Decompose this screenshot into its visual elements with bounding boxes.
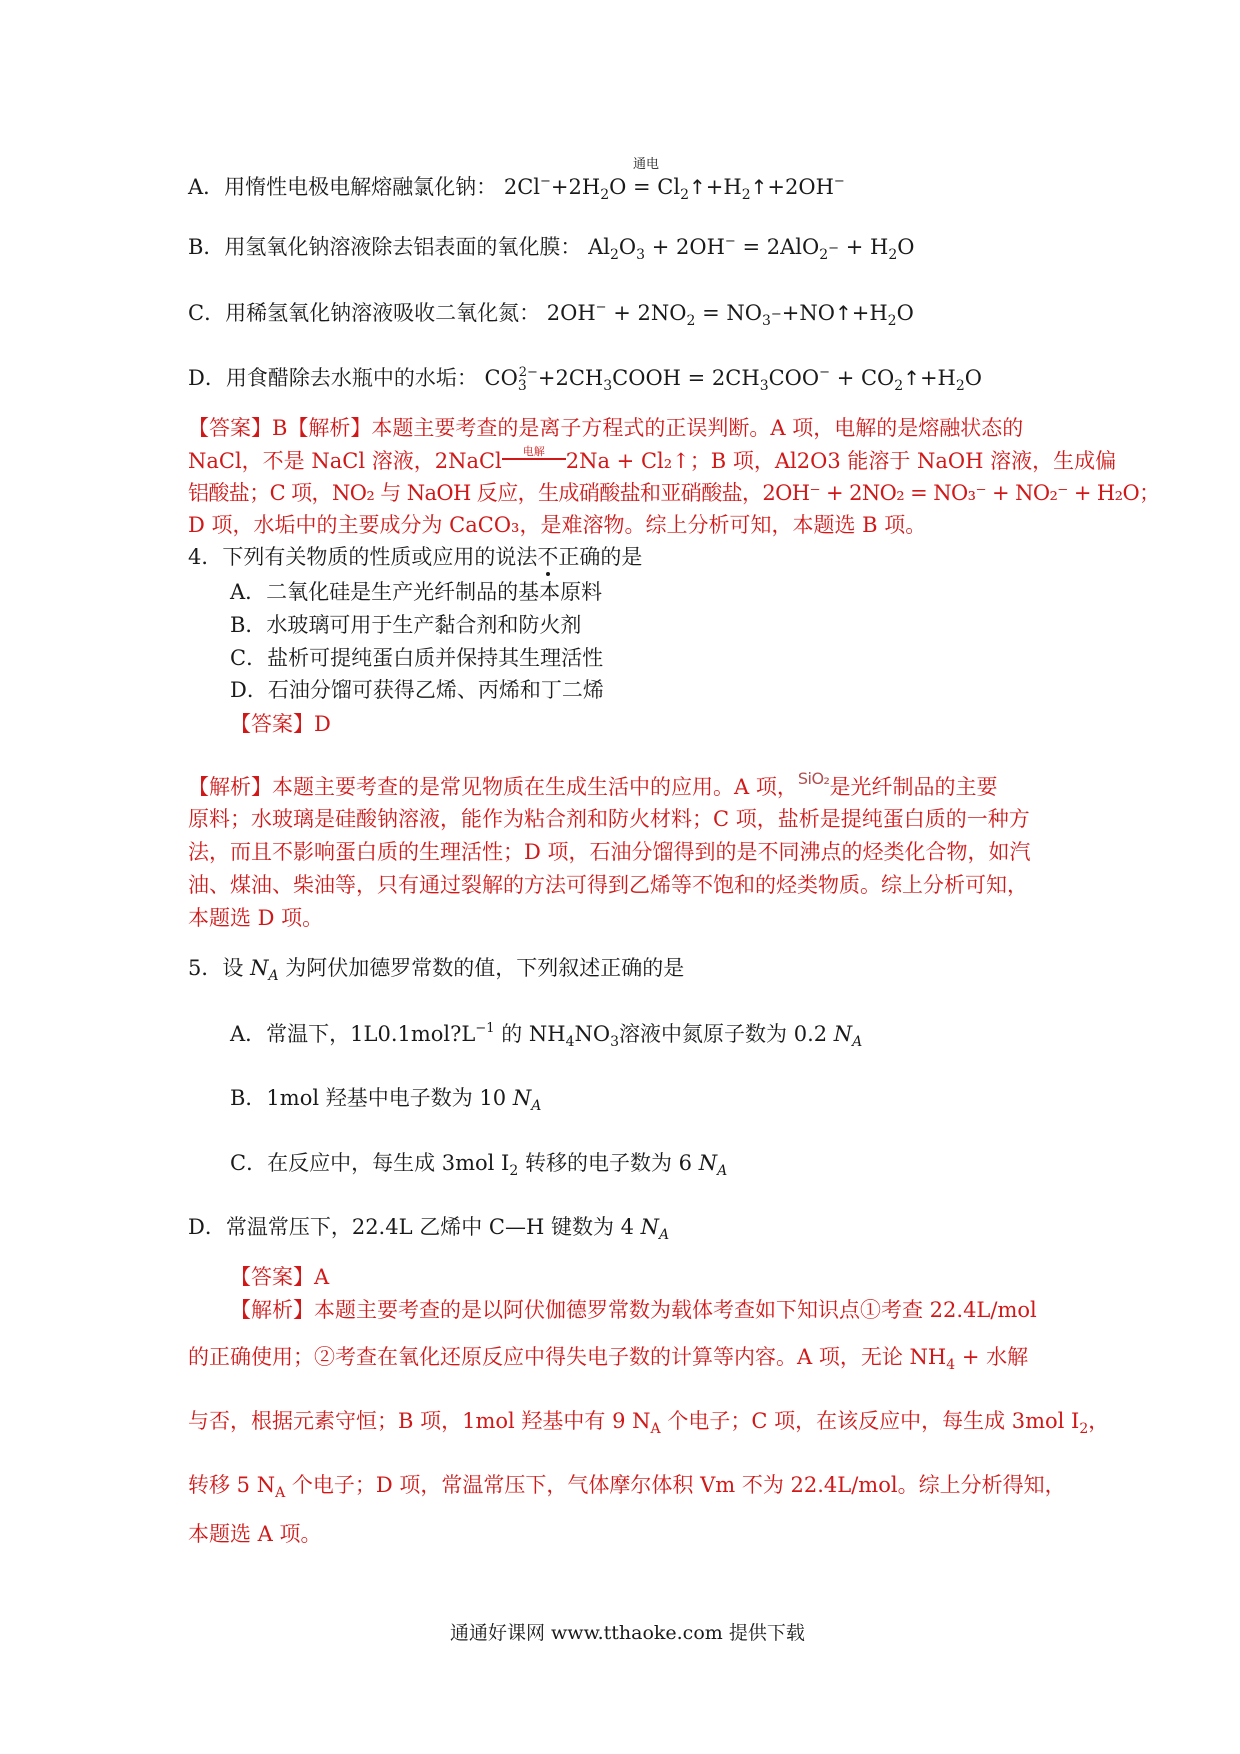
electrolysis-equals: 通电 = [633, 157, 660, 199]
q3-answer-line-1: 【答案】B【解析】本题主要考查的是离子方程式的正误判断。A 项，电解的是熔融状态的 [188, 416, 1024, 440]
electrolysis-arrow: 电解 [502, 446, 566, 476]
sio2-formula-image: SiO₂ [797, 769, 830, 788]
q5-stem: 5．设 $N_A$ 为阿伏加德罗常数的值，下列叙述正确的是 [188, 956, 685, 984]
q3-option-b: B．用氢氧化钠溶液除去铝表面的氧化膜： $Al_2O_3 + 2OH^- = 2AlO_2^- + H_2O$ [188, 234, 915, 263]
q5-explanation-5: 本题选 A 项。 [188, 1522, 322, 1546]
page-footer: 通通好课网 www.tthaoke.com 提供下载 [450, 1622, 805, 1644]
q3-option-a: A．用惰性电极电解熔融氯化钠： $2Cl^-+2H_2O$ 通电 = $Cl_2↑+H_2↑+2OH^-$ [188, 157, 845, 203]
q3-answer-line-2: NaCl，不是 NaCl 溶液，2NaCl 电解 2Na + Cl₂↑；B 项，Al2O3 能溶于 NaOH 溶液，生成偏 [188, 446, 1116, 476]
q5-option-d: D．常温常压下，22.4L 乙烯中 C—H 键数为 4 $N_A$ [188, 1215, 670, 1243]
q5-explanation-3: 与否，根据元素守恒；B 项，1mol 羟基中有 9 $N_A$ 个电子；C 项，在该反应中，每生成 3mol $I_2$， [188, 1409, 1110, 1437]
q5-explanation-1: 【解析】本题主要考查的是以阿伏伽德罗常数为载体考查如下知识点①考查 22.4L/mol [230, 1298, 1037, 1322]
q3-option-d: D．用食醋除去水瓶中的水垢： $CO_3^{2-}+2CH_3COOH = 2CH_3COO^-$ + $CO_2↑+H_2O$ [188, 365, 983, 394]
q4-option-a: A．二氧化硅是生产光纤制品的基本原料 [230, 580, 603, 604]
q4-explanation-1: 【解析】本题主要考查的是常见物质在生成生活中的应用。A 项，SiO₂是光纤制品的主要 [188, 764, 997, 802]
q3-answer-line-3: 铝酸盐；C 项，NO₂ 与 NaOH 反应，生成硝酸盐和亚硝酸盐，2OH⁻ + 2NO₂ = NO₃⁻ + NO₂⁻ + H₂O； [188, 481, 1160, 505]
q3-answer-line-4: D 项，水垢中的主要成分为 CaCO₃，是难溶物。综上分析可知，本题选 B 项。 [188, 513, 927, 537]
q4-explanation-2: 原料；水玻璃是硅酸钠溶液，能作为粘合剂和防火材料；C 项，盐析是提纯蛋白质的一种方 [188, 807, 1030, 831]
q5-option-a: A．常温下，$1L0.1mol?L^{-1}$ 的 $NH_4NO_3$溶液中氮原子数为 0.2 $N_A$ [230, 1021, 863, 1050]
q4-option-b: B．水玻璃可用于生产黏合剂和防火剂 [230, 613, 582, 637]
q5-explanation-2: 的正确使用；②考查在氧化还原反应中得失电子数的计算等内容。A 项，无论 $NH_4$ + 水解 [188, 1345, 1029, 1373]
q4-explanation-3: 法，而且不影响蛋白质的生理活性；D 项，石油分馏得到的是不同沸点的烃类化合物，如汽 [188, 840, 1031, 864]
q4-answer: 【答案】D [230, 712, 331, 736]
q4-stem: 4．下列有关物质的性质或应用的说法不正确的是 [188, 542, 642, 572]
q5-answer: 【答案】A [230, 1265, 330, 1289]
q4-option-d: D．石油分馏可获得乙烯、丙烯和丁二烯 [230, 678, 604, 702]
q5-option-c: C．在反应中，每生成 3mol $I_2$ 转移的电子数为 6 $N_A$ [230, 1151, 728, 1179]
q3-option-c: C．用稀氢氧化钠溶液吸收二氧化氮： $2OH^- + 2NO_2$ = $NO_3^-+NO↑+H_2O$ [188, 300, 914, 329]
q5-option-b: B．1mol 羟基中电子数为 10 $N_A$ [230, 1086, 542, 1114]
q4-explanation-4: 油、煤油、柴油等，只有通过裂解的方法可得到乙烯等不饱和的烃类物质。综上分析可知， [188, 873, 1028, 897]
q5-explanation-4: 转移 5 $N_A$ 个电子；D 项，常温常压下，气体摩尔体积 Vm 不为 22.4L/mol。综上分析得知， [188, 1473, 1066, 1501]
q4-explanation-5: 本题选 D 项。 [188, 906, 324, 930]
q4-option-c: C．盐析可提纯蛋白质并保持其生理活性 [230, 646, 604, 670]
q3-option-a-label: A．用惰性电极电解熔融氯化钠： [188, 175, 498, 199]
